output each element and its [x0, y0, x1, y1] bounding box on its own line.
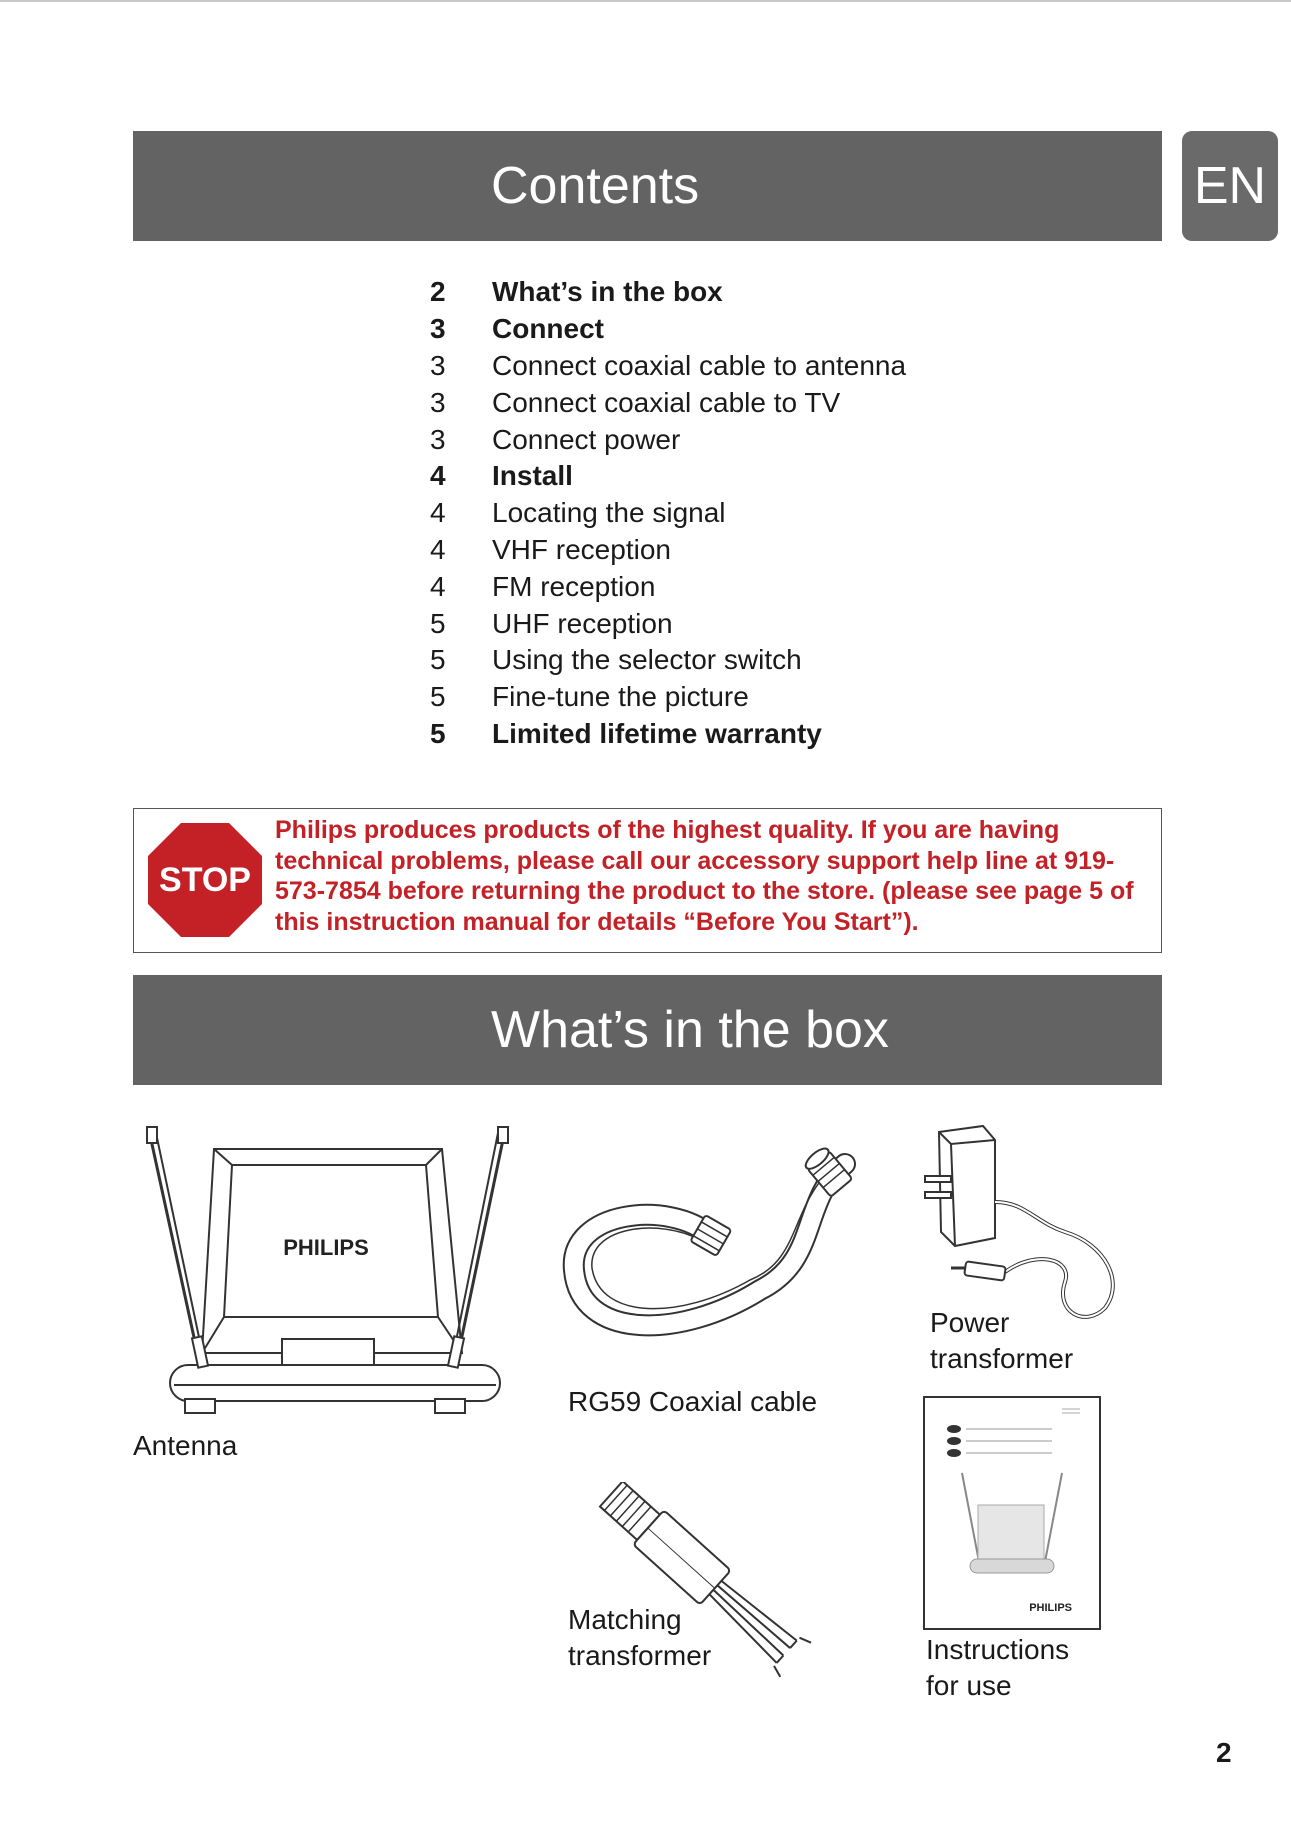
- toc-page-number: 5: [430, 681, 446, 713]
- toc-entry: [428, 458, 1148, 495]
- antenna-illustration: [140, 1125, 520, 1425]
- stop-sign-label: STOP: [159, 861, 251, 899]
- matching-transformer-caption: [568, 1602, 711, 1674]
- toc-entry: [428, 716, 1148, 753]
- toc-entry-label: VHF reception: [492, 533, 671, 565]
- toc-entry-label: FM reception: [492, 570, 656, 602]
- toc-page-number: 4: [430, 570, 446, 602]
- toc-entry-label: Connect coaxial cable to antenna: [492, 349, 907, 381]
- toc-entry-label: Using the selector switch: [492, 644, 802, 676]
- stop-notice: [133, 808, 1162, 953]
- page-number: 2: [1216, 1737, 1232, 1768]
- toc-entry-label: Install: [492, 460, 573, 492]
- toc-entry-label: Fine-tune the picture: [492, 681, 749, 713]
- power-transformer-caption-line2: transformer: [930, 1343, 1074, 1374]
- contents-title: Contents: [491, 157, 700, 215]
- toc-entry: [428, 679, 1148, 716]
- toc-entry: [428, 311, 1148, 348]
- matching-transformer-caption-line2: transformer: [568, 1640, 712, 1671]
- toc-entry: [428, 421, 1148, 458]
- stop-sign-icon: [146, 821, 264, 939]
- toc-entry-label: What’s in the box: [492, 276, 723, 308]
- box-section-title: What’s in the box: [491, 1001, 889, 1059]
- toc-page-number: 3: [430, 423, 446, 455]
- antenna-caption: Antenna: [133, 1430, 238, 1461]
- toc-page-number: 5: [430, 644, 446, 676]
- toc-entry-label: Connect: [492, 313, 604, 345]
- toc-entry: [428, 568, 1148, 605]
- language-tab: EN: [1182, 131, 1278, 241]
- matching-transformer-caption-line1: Matching: [568, 1604, 682, 1635]
- toc-page-number: 2: [430, 276, 446, 308]
- toc-entry-label: Connect power: [492, 423, 681, 455]
- power-transformer-illustration: [915, 1122, 1125, 1332]
- toc-entry: [428, 642, 1148, 679]
- toc-entry: [428, 495, 1148, 532]
- toc-entry-label: Limited lifetime warranty: [492, 717, 822, 749]
- instructions-caption-line2: for use: [926, 1670, 1012, 1701]
- toc-page-number: 4: [430, 460, 446, 492]
- contents-header: [133, 131, 1162, 241]
- table-of-contents: [428, 274, 1148, 752]
- box-section-header: [133, 975, 1162, 1085]
- power-transformer-caption: [930, 1305, 1073, 1377]
- toc-entry: [428, 348, 1148, 385]
- toc-entry: [428, 274, 1148, 311]
- toc-page-number: 5: [430, 607, 446, 639]
- power-transformer-caption-line1: Power: [930, 1307, 1010, 1338]
- toc-entry: [428, 384, 1148, 421]
- toc-entry: [428, 605, 1148, 642]
- coaxial-cable-illustration: [560, 1140, 860, 1380]
- toc-entry-label: UHF reception: [492, 607, 673, 639]
- toc-page-number: 3: [430, 313, 446, 345]
- stop-notice-text: Philips produces products of the highest quality. If you are having technical problems, please call our accessory support help line at 919-573-7854 before returning the product to the store. (please see page 5 of this instruction manual for details “Before You Start”).: [275, 816, 1134, 936]
- instructions-caption-line1: Instructions: [926, 1634, 1070, 1665]
- toc-entry-label: Locating the signal: [492, 497, 726, 529]
- toc-page-number: 5: [430, 717, 446, 749]
- toc-entry-label: Connect coaxial cable to TV: [492, 386, 841, 418]
- toc-page-number: 3: [430, 349, 446, 381]
- top-rule: [0, 0, 1291, 2]
- toc-page-number: 4: [430, 533, 446, 565]
- manual-brand-label: PHILIPS: [1029, 1602, 1072, 1614]
- coaxial-cable-caption: RG59 Coaxial cable: [568, 1386, 818, 1417]
- antenna-brand-label: PHILIPS: [283, 1235, 369, 1260]
- toc-page-number: 4: [430, 497, 446, 529]
- toc-page-number: 3: [430, 386, 446, 418]
- instructions-manual-illustration: [922, 1395, 1102, 1631]
- toc-entry: [428, 532, 1148, 569]
- instructions-caption: [926, 1632, 1069, 1704]
